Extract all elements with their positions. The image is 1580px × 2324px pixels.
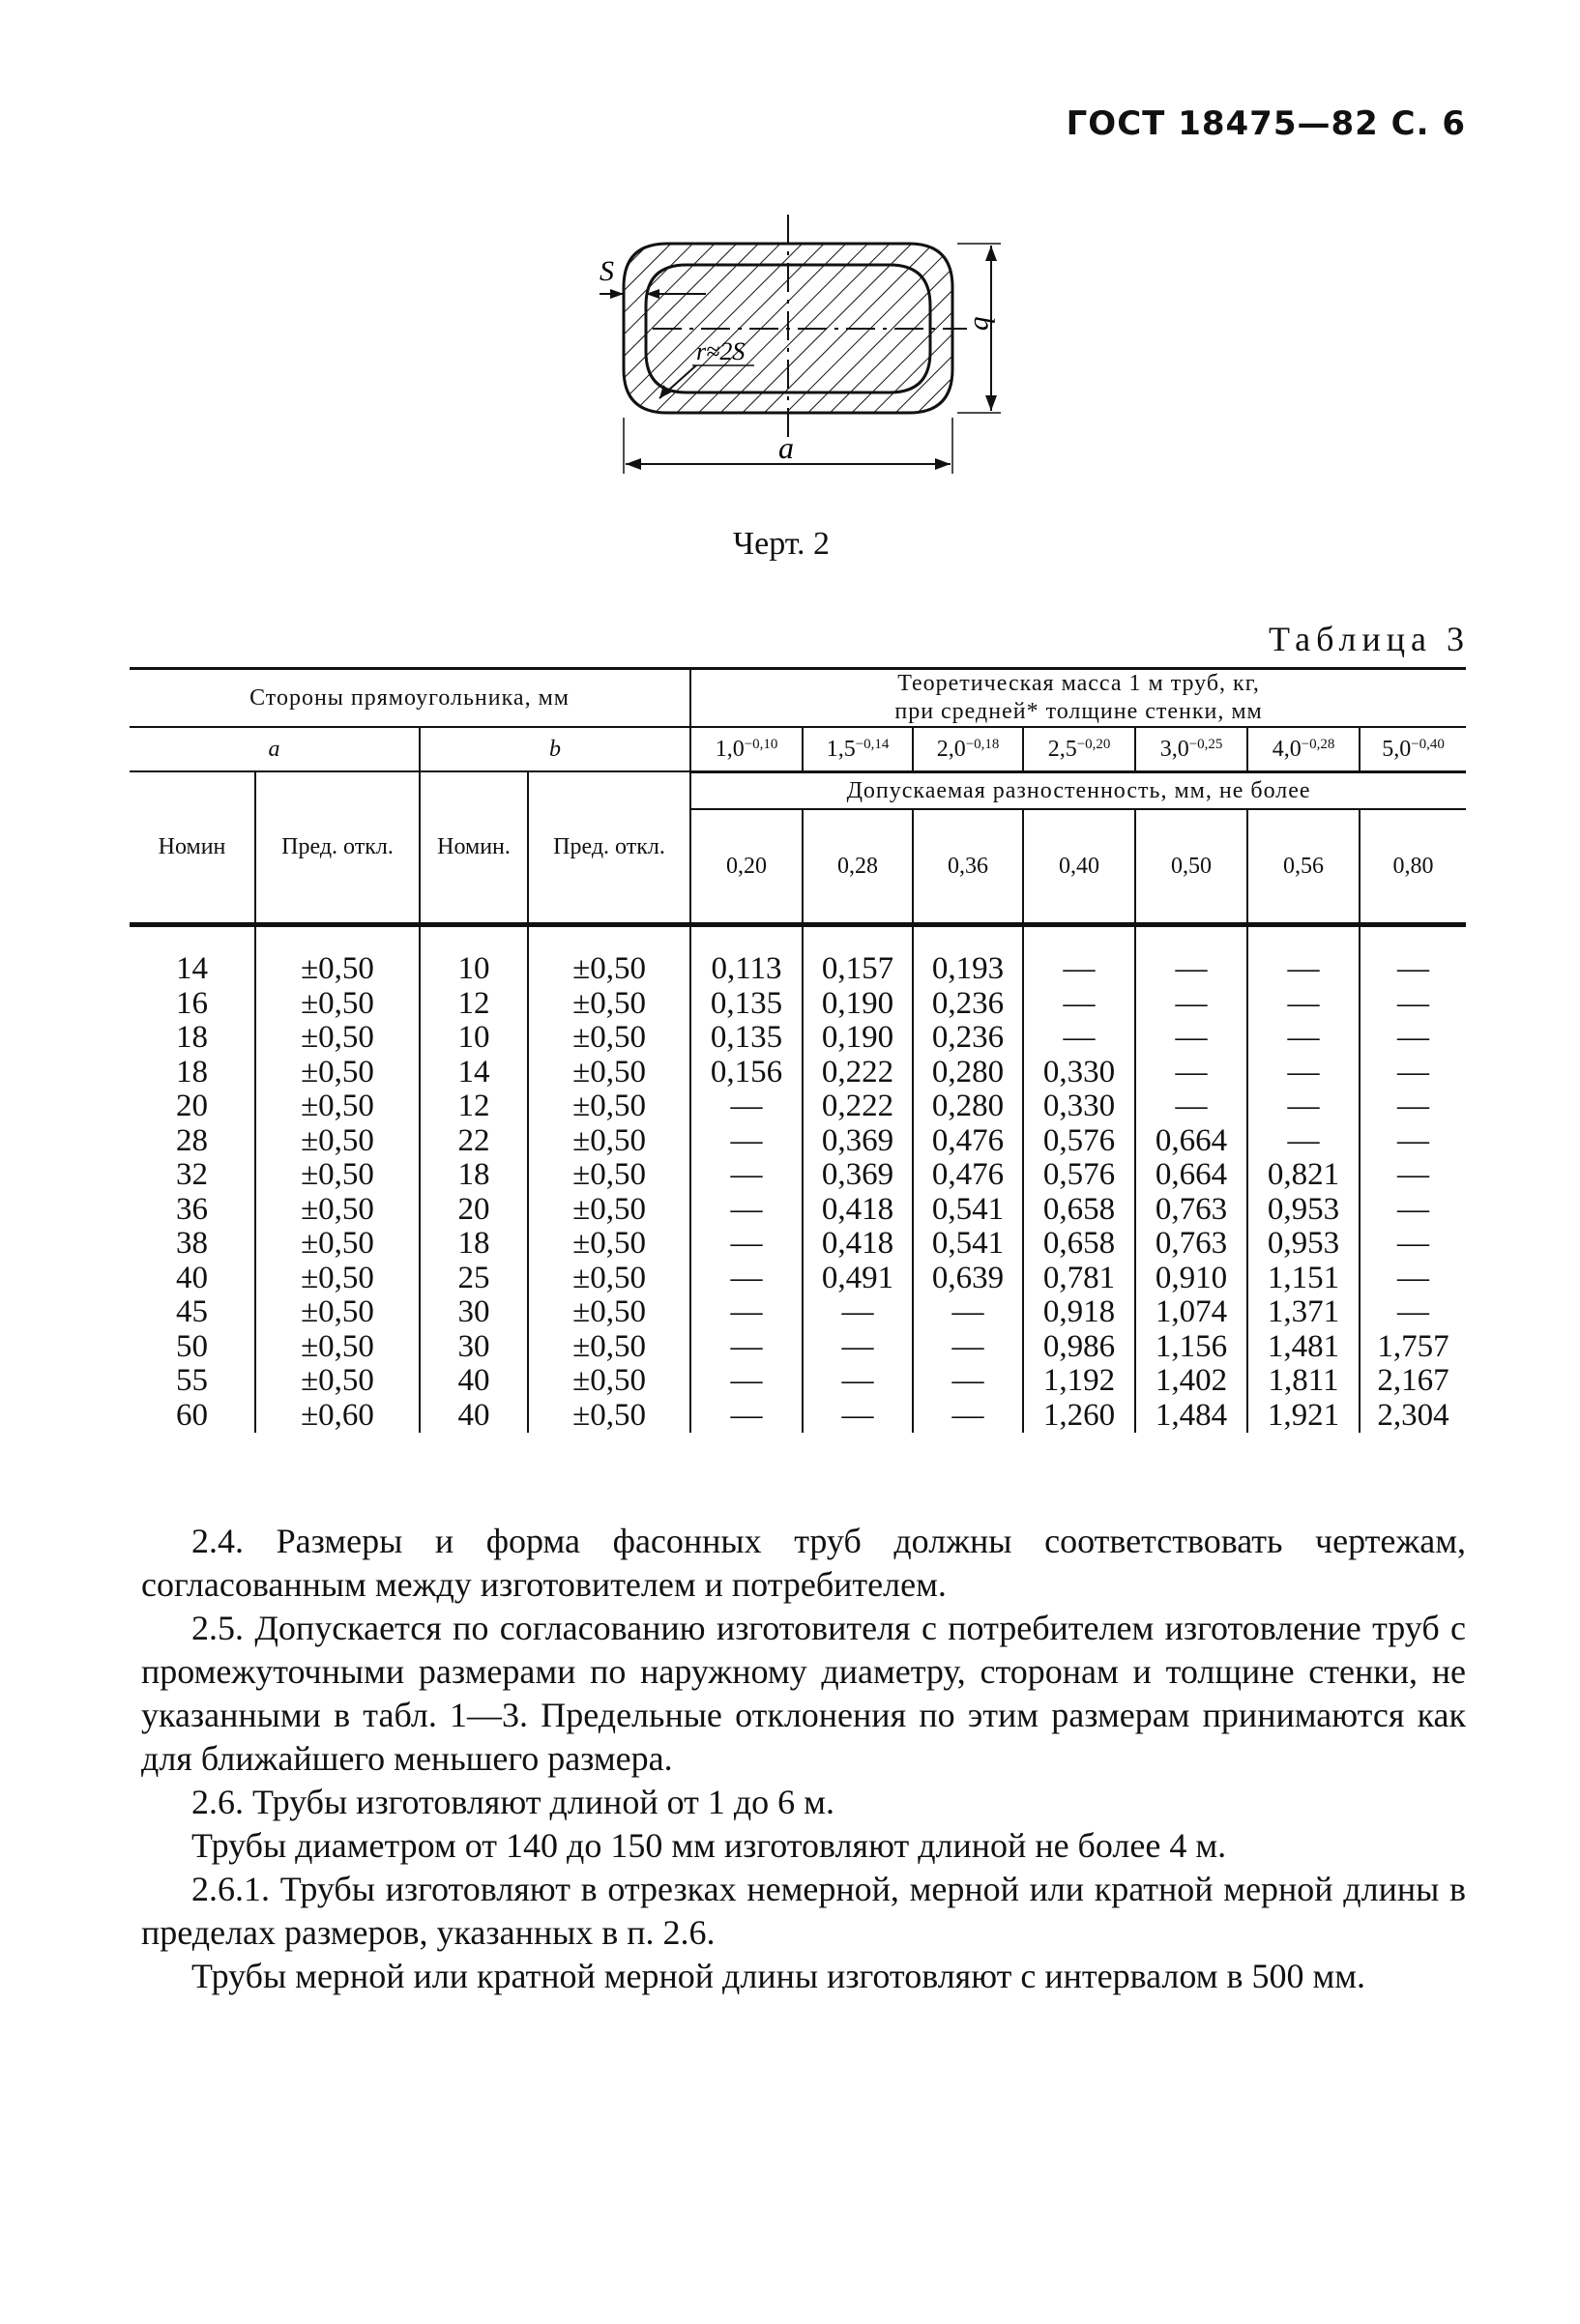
table-cell: — [1135,987,1247,1022]
table-cell: ±0,50 [255,1193,420,1228]
table-cell: — [690,1262,803,1296]
table-cell: — [690,1089,803,1124]
thickness-5: $3,0^{-0,25}$ [1135,727,1247,772]
label-a: a [778,430,794,465]
table-row [130,1089,1466,1124]
table-row [130,952,1466,987]
table-cell: ±0,50 [528,952,690,987]
table-cell: ±0,50 [528,1364,690,1399]
table-cell: — [690,1399,803,1434]
thickness-2: $1,5^{-0,14}$ [803,727,913,772]
table-cell: 1,921 [1247,1399,1360,1434]
table-cell: 1,371 [1247,1295,1360,1330]
table-cell: — [690,1364,803,1399]
table-cell: — [803,1330,913,1365]
table-cell: 55 [176,1363,208,1398]
table-cell: ±0,50 [528,1295,690,1330]
table-cell: ±0,50 [255,1364,420,1399]
table-cell: — [1360,1262,1466,1296]
table-cell: — [803,1295,913,1330]
table-cell: 0,918 [1023,1295,1135,1330]
label-b: b [968,316,1000,331]
table-cell: 0,193 [913,952,1023,987]
table-cell: 0,821 [1247,1158,1360,1193]
table-cell: 1,260 [1023,1399,1135,1434]
table-cell: 0,190 [803,1021,913,1056]
table-cell: — [690,1124,803,1159]
table-cell: — [1360,1124,1466,1159]
table-cell: 0,658 [1023,1193,1135,1228]
table-cell: 1,156 [1135,1330,1247,1365]
table-cell: 0,986 [1023,1330,1135,1365]
paragraph: 2.5. Допускается по согласованию изготовителя с потребителем изготовление труб с промежуточными размерами по наружному диаметру, сторонам и толщине стенки, не указанными в табл. 1—3. Предельные отклонения по этим размерам принимаются как для ближайшего меньшего размера. [141,1609,1466,1778]
header-nomin-a: Номин [158,834,226,860]
thickness-4: $2,5^{-0,20}$ [1023,727,1135,772]
table-cell: 1,757 [1360,1330,1466,1365]
table-cell: — [1360,1295,1466,1330]
table-cell: — [1360,1227,1466,1262]
table-cell: 14 [176,951,208,986]
table-cell: — [1023,1021,1135,1056]
table-cell: 0,236 [913,1021,1023,1056]
table-cell: 0,280 [913,1089,1023,1124]
table-cell: ±0,50 [528,1399,690,1434]
table-row [130,1158,1466,1193]
figure-caption: Черт. 2 [733,526,831,562]
label-radius: r≈2S [696,337,746,365]
table-cell: 0,135 [690,987,803,1022]
table-cell: — [1023,952,1135,987]
table-cell: 0,541 [913,1193,1023,1228]
header-mass: Теоретическая масса 1 м труб, кг, при средней* толщине стенки, мм [690,669,1466,728]
table-cell: 0,418 [803,1227,913,1262]
table-cell: 0,157 [803,952,913,987]
tube-cross-section-drawing [600,205,1015,495]
table-cell: 0,658 [1023,1227,1135,1262]
table-cell: 2,167 [1360,1364,1466,1399]
table-cell: — [913,1295,1023,1330]
table-cell: 0,576 [1023,1158,1135,1193]
table-cell: 0,576 [1023,1124,1135,1159]
table-cell: ±0,50 [528,1021,690,1056]
table-3 [130,667,1466,1433]
table-row [130,1295,1466,1330]
tolerance-5: 0,50 [1135,809,1247,922]
table-cell: 0,476 [913,1158,1023,1193]
table-cell: — [690,1193,803,1228]
table-row [130,1364,1466,1399]
paragraph: Трубы диаметром от 140 до 150 мм изготовляют длиной не более 4 м. [191,1826,1227,1865]
table-cell: 2,304 [1360,1399,1466,1434]
table-cell: 0,541 [913,1227,1023,1262]
table-cell: 0,113 [690,952,803,987]
table-cell: ±0,50 [255,1089,420,1124]
table-row [130,1056,1466,1090]
table-cell: — [1360,987,1466,1022]
table-cell: ±0,50 [528,1330,690,1365]
table-cell: ±0,50 [255,1158,420,1193]
table-cell: 0,369 [803,1158,913,1193]
table-body [130,925,1466,1434]
table-cell: ±0,50 [528,1124,690,1159]
table-cell: — [1247,952,1360,987]
table-cell: 20 [176,1089,208,1123]
table-row [130,1227,1466,1262]
table-cell: 36 [176,1191,208,1227]
table-cell: 0,476 [913,1124,1023,1159]
tolerance-2: 0,28 [803,809,913,922]
paragraph: Трубы мерной или кратной мерной длины изготовляют с интервалом в 500 мм. [191,1957,1366,1995]
table-cell: 25 [420,1262,528,1296]
table-row [130,987,1466,1022]
header-a: a [130,727,420,771]
table-cell: 0,330 [1023,1056,1135,1090]
table-cell: 60 [176,1397,208,1433]
table-cell: — [690,1158,803,1193]
tolerance-3: 0,36 [913,809,1023,922]
table-cell: 12 [420,1089,528,1124]
table-cell: — [803,1364,913,1399]
table-cell: 1,402 [1135,1364,1247,1399]
table-cell: 1,811 [1247,1364,1360,1399]
table-cell: 18 [420,1227,528,1262]
table-cell: 50 [176,1328,208,1364]
header-b: b [420,727,690,771]
table-cell: 30 [420,1330,528,1365]
table-cell: ±0,50 [528,1158,690,1193]
table-cell: 0,781 [1023,1262,1135,1296]
table-cell: 0,156 [690,1056,803,1090]
tolerance-1: 0,20 [690,809,803,922]
table-row [130,1124,1466,1159]
table-cell: 22 [420,1124,528,1159]
thickness-7: $5,0^{-0,40}$ [1360,727,1466,772]
table-cell: — [1135,1056,1247,1090]
table-cell: 0,491 [803,1262,913,1296]
table-cell: 0,418 [803,1193,913,1228]
thickness-3: $2,0^{-0,18}$ [913,727,1023,772]
table-cell: 40 [420,1364,528,1399]
table-cell: — [1360,1193,1466,1228]
page-header: ГОСТ 18475—82 С. 6 [1066,104,1466,143]
table-cell: — [1247,1124,1360,1159]
table-cell: 32 [176,1157,208,1192]
table-cell: 0,135 [690,1021,803,1056]
thickness-1: $1,0^{-0,10}$ [690,727,803,772]
table-cell: ±0,50 [255,1056,420,1090]
table-cell: ±0,50 [528,1227,690,1262]
table-cell: 10 [420,952,528,987]
table-cell: ±0,50 [255,1227,420,1262]
table-cell: 30 [420,1295,528,1330]
table-cell: ±0,50 [255,1295,420,1330]
table-cell: 0,664 [1135,1124,1247,1159]
table-cell: 0,222 [803,1056,913,1090]
table-row [130,1262,1466,1296]
table-cell: 0,280 [913,1056,1023,1090]
table-cell: — [1360,1158,1466,1193]
table-cell: 16 [176,985,208,1021]
table-cell: ±0,50 [255,952,420,987]
paragraph: 2.6. Трубы изготовляют длиной от 1 до 6 м. [191,1783,834,1821]
table-cell: 0,330 [1023,1089,1135,1124]
table-cell: 20 [420,1193,528,1228]
table-label: Таблица 3 [1269,620,1470,658]
table-cell: — [1247,1089,1360,1124]
table-cell: — [913,1364,1023,1399]
table-cell: — [1247,987,1360,1022]
table-cell: ±0,50 [255,1124,420,1159]
table-row [130,1330,1466,1365]
table-row [130,1021,1466,1056]
header-nomin-b: Номин. [420,771,528,922]
table-cell: 1,484 [1135,1399,1247,1434]
table-cell: 0,763 [1135,1227,1247,1262]
table-cell: ±0,50 [255,987,420,1022]
table-cell: — [1360,952,1466,987]
header-sides: Стороны прямоугольника, мм [130,669,690,728]
label-s: S [600,255,614,287]
table-cell: 0,953 [1247,1227,1360,1262]
table-cell: — [1135,1021,1247,1056]
header-pred-a: Пред. откл. [255,771,420,922]
table-cell: 38 [176,1226,208,1261]
table-cell: ±0,50 [528,1262,690,1296]
tolerance-6: 0,56 [1247,809,1360,922]
table-cell: ±0,50 [528,1056,690,1090]
tolerance-7: 0,80 [1360,809,1466,922]
paragraph: 2.4. Размеры и форма фасонных труб должны соответствовать чертежам, согласованным между изготовителем и потребителем. [141,1522,1466,1604]
thickness-6: $4,0^{-0,28}$ [1247,727,1360,772]
table-row [130,1193,1466,1228]
table-cell: — [690,1227,803,1262]
table-cell: ±0,60 [255,1399,420,1434]
table-cell: — [1023,987,1135,1022]
header-pred-b: Пред. откл. [528,771,690,922]
table-cell: — [1247,1021,1360,1056]
table-cell: 0,369 [803,1124,913,1159]
table-cell: 40 [176,1260,208,1295]
table-cell: 0,190 [803,987,913,1022]
paragraph: 2.6.1. Трубы изготовляют в отрезках немерной, мерной или кратной мерной длины в пределах размеров, указанных в п. 2.6. [141,1870,1466,1952]
table-cell: — [913,1399,1023,1434]
table-cell: 1,481 [1247,1330,1360,1365]
table-cell: — [1360,1089,1466,1124]
tolerance-4: 0,40 [1023,809,1135,922]
table-cell: — [690,1295,803,1330]
table-cell: 1,192 [1023,1364,1135,1399]
table-cell: 0,763 [1135,1193,1247,1228]
table-cell: 0,664 [1135,1158,1247,1193]
table-cell: ±0,50 [255,1330,420,1365]
table-cell: — [1360,1021,1466,1056]
table-cell: 1,151 [1247,1262,1360,1296]
table-cell: 0,910 [1135,1262,1247,1296]
table-cell: 1,074 [1135,1295,1247,1330]
table-cell: — [803,1399,913,1434]
table-cell: 0,222 [803,1089,913,1124]
table-cell: — [1135,952,1247,987]
table-cell: 0,953 [1247,1193,1360,1228]
table-cell: — [1135,1089,1247,1124]
table-cell: — [913,1330,1023,1365]
table-cell: 40 [420,1399,528,1434]
table-cell: 18 [420,1158,528,1193]
table-cell: ±0,50 [255,1262,420,1296]
table-cell: — [1360,1056,1466,1090]
table-cell: 0,236 [913,987,1023,1022]
table-cell: — [690,1330,803,1365]
table-cell: 12 [420,987,528,1022]
table-cell: 14 [420,1056,528,1090]
table-row [130,1399,1466,1434]
table-cell: 0,639 [913,1262,1023,1296]
table-cell: ±0,50 [528,1089,690,1124]
table-cell: 18 [176,1020,208,1055]
table-cell: 10 [420,1021,528,1056]
body-text [141,1520,1466,1998]
table-cell: 18 [176,1054,208,1089]
header-tolerance: Допускаемая разностенность, мм, не более [690,772,1466,810]
table-cell: ±0,50 [255,1021,420,1056]
table-cell: ±0,50 [528,987,690,1022]
table-cell: 45 [176,1294,208,1329]
table-cell: 28 [176,1122,208,1158]
table-cell: ±0,50 [528,1193,690,1228]
table-cell: — [1247,1056,1360,1090]
